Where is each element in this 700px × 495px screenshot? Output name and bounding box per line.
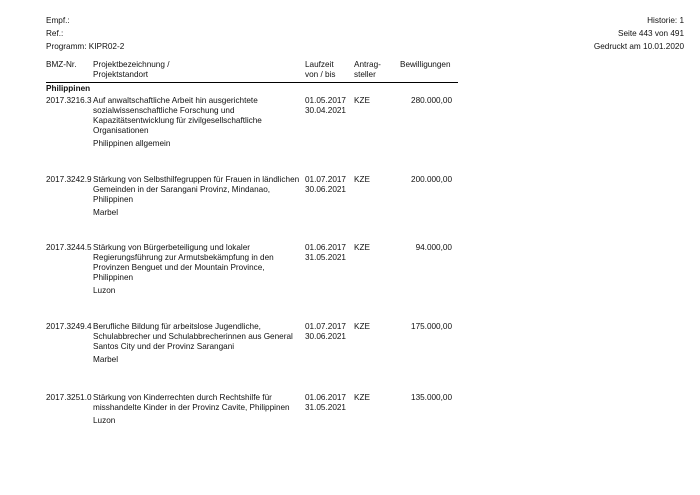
row-date-to: 30.06.2021: [305, 185, 346, 194]
row-date-from: 01.05.2017: [305, 96, 346, 105]
row-date-to: 31.05.2021: [305, 253, 346, 262]
row-location: Marbel: [93, 208, 119, 217]
row-dates: [305, 96, 355, 116]
row-title-block: [93, 322, 303, 365]
history-label: Historie: 1: [647, 16, 684, 25]
column-header-antrag: [354, 60, 381, 80]
row-title-block: [93, 243, 303, 296]
column-header-laufzeit-line1: Laufzeit: [305, 60, 334, 69]
recipient-label: Empf.:: [46, 16, 70, 25]
row-date-to: 30.04.2021: [305, 106, 346, 115]
row-title: Berufliche Bildung für arbeitslose Jugendliche, Schulabbrecher und Schulabbrecherinnen aus General Santos City und der Provinz Sarangani: [93, 322, 293, 351]
column-header-bewilligungen: Bewilligungen: [400, 60, 451, 69]
row-title: Stärkung von Kinderrechten durch Rechtshilfe für misshandelte Kinder in der Provinz Cavite, Philippinen: [93, 393, 290, 412]
column-header-title: [93, 60, 303, 80]
row-nr: 2017.3244.5: [46, 243, 92, 252]
row-nr: 2017.3251.0: [46, 393, 92, 402]
row-title: Auf anwaltschaftliche Arbeit hin ausgerichtete sozialwissenschaftliche Forschung und Kapazitätsentwicklung für zivilgesellschaftliche Organisationen: [93, 96, 262, 135]
row-amount: 200.000,00: [411, 175, 452, 184]
column-header-antrag-line1: Antrag-: [354, 60, 381, 69]
column-header-laufzeit: [305, 60, 355, 80]
program-label: Programm: KIPR02-2: [46, 42, 125, 51]
row-dates: [305, 175, 355, 195]
row-date-from: 01.06.2017: [305, 393, 346, 402]
row-dates: [305, 322, 355, 342]
row-applicant: KZE: [354, 322, 370, 331]
row-date-from: 01.06.2017: [305, 243, 346, 252]
row-applicant: KZE: [354, 393, 370, 402]
column-header-nr: BMZ-Nr.: [46, 60, 77, 69]
row-location: Luzon: [93, 286, 116, 295]
row-location: Luzon: [93, 416, 116, 425]
row-dates: [305, 243, 355, 263]
reference-label: Ref.:: [46, 29, 64, 38]
row-applicant: KZE: [354, 243, 370, 252]
row-amount: 280.000,00: [411, 96, 452, 105]
row-date-to: 30.06.2021: [305, 332, 346, 341]
row-title-block: [93, 175, 303, 218]
row-amount: 175.000,00: [411, 322, 452, 331]
row-location: Philippinen allgemein: [93, 139, 171, 148]
print-date: Gedruckt am 10.01.2020: [593, 42, 684, 51]
column-header-title-line1: Projektbezeichnung /: [93, 60, 170, 69]
page-number: Seite 443 von 491: [617, 29, 684, 38]
row-nr: 2017.3249.4: [46, 322, 92, 331]
column-header-laufzeit-line2: von / bis: [305, 70, 336, 79]
row-applicant: KZE: [354, 96, 370, 105]
column-header-antrag-line2: steller: [354, 70, 376, 79]
row-dates: [305, 393, 355, 413]
row-date-from: 01.07.2017: [305, 322, 346, 331]
row-title-block: [93, 393, 303, 426]
row-date-from: 01.07.2017: [305, 175, 346, 184]
row-location: Marbel: [93, 355, 119, 364]
region-heading: Philippinen: [46, 84, 91, 93]
row-title: Stärkung von Selbsthilfegruppen für Frauen in ländlichen Gemeinden in der Sarangani Provinz, Mindanao, Philippinen: [93, 175, 300, 204]
row-title-block: [93, 96, 303, 149]
row-nr: 2017.3242.9: [46, 175, 92, 184]
row-date-to: 31.05.2021: [305, 403, 346, 412]
row-title: Stärkung von Bürgerbeteiligung und lokaler Regierungsführung zur Armutsbekämpfung in den Provinzen Benguet und der Mountain Province, Philippinen: [93, 243, 274, 282]
column-header-title-line2: Projektstandort: [93, 70, 149, 79]
row-applicant: KZE: [354, 175, 370, 184]
row-nr: 2017.3216.3: [46, 96, 92, 105]
row-amount: 94.000,00: [415, 243, 452, 252]
header-divider: [46, 82, 458, 83]
row-amount: 135.000,00: [411, 393, 452, 402]
